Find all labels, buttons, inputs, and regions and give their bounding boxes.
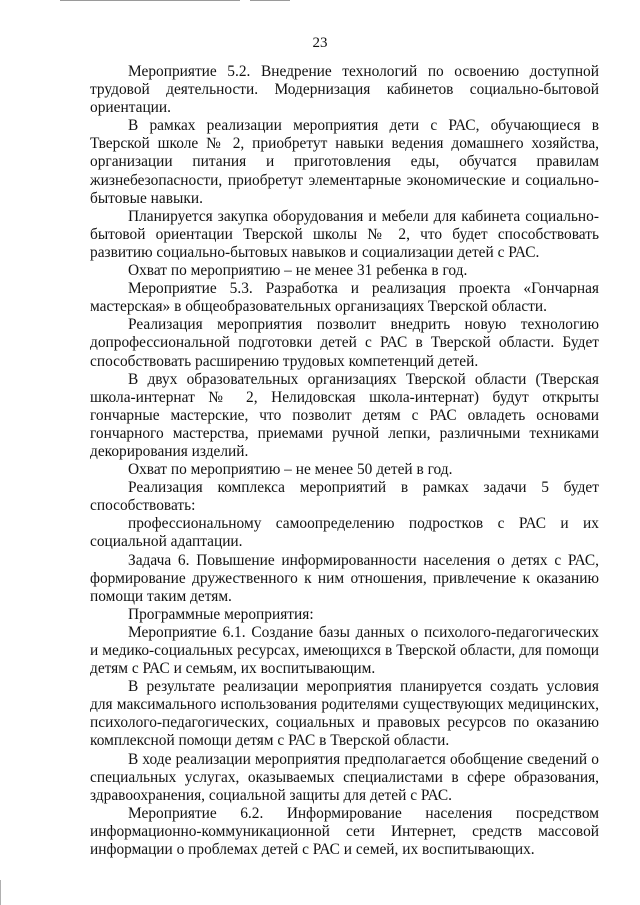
paragraph-measure-5-2: Мероприятие 5.2. Внедрение технологий по освоению доступной трудовой деятельности. Модернизация кабинетов социально-бытовой ориентации.	[90, 63, 599, 117]
paragraph-measure-5-3-effect: Реализация мероприятия позволит внедрить новую технологию допрофессиональной подготовки детей с РАС в Тверской области. Будет способствовать расширению трудовых компетенций детей.	[90, 316, 599, 370]
scan-edge-top-line	[60, 0, 240, 1]
paragraph-equipment-purchase: Планируется закупка оборудования и мебели для кабинета социально-бытовой ориентации Тверской школы № 2, что будет способствовать развитию социально-бытовых навыков и социализации детей с РАС.	[90, 207, 599, 261]
scan-edge-top-line-short	[250, 0, 290, 1]
document-body	[90, 63, 599, 859]
paragraph-pottery-workshops: В двух образовательных организациях Тверской области (Тверская школа-интернат № 2, Нелидовская школа-интернат) будут открыты гончарные мастерские, что позволит детям с РАС овладеть основами гончарного мастерства, приемами ручной лепки, различными техниками декорирования изделий.	[90, 370, 599, 460]
paragraph-program-measures: Программные мероприятия:	[128, 605, 314, 623]
paragraph-task-5-results: Реализация комплекса мероприятий в рамках задачи 5 будет способствовать:	[90, 479, 599, 515]
paragraph-measure-5-2-details: В рамках реализации мероприятия дети с РАС, обучающиеся в Тверской школе № 2, приобретут навыки ведения домашнего хозяйства, организации питания и приготовления еды, обучатся правилам жизнебезопасности, приобретут элементарные экономические и социально-бытовые навыки.	[90, 117, 599, 207]
page-number: 23	[312, 35, 328, 51]
paragraph-measure-5-3: Мероприятие 5.3. Разработка и реализация проекта «Гончарная мастерская» в общеобразовательных организациях Тверской области.	[90, 280, 599, 316]
paragraph-coverage-5-2: Охват по мероприятию – не менее 31 ребенка в год.	[128, 262, 468, 280]
paragraph-task-6: Задача 6. Повышение информированности населения о детях с РАС, формирование дружественного к ним отношения, привлечение к оказанию помощи таким детям.	[90, 551, 599, 605]
paragraph-measure-6-2: Мероприятие 6.2. Информирование населения посредством информационно-коммуникационной сети Интернет, средств массовой информации о проблемах детей с РАС и семей, их воспитывающих.	[90, 804, 599, 859]
scan-edge-left-line	[0, 880, 1, 905]
paragraph-measure-6-1-summary: В ходе реализации мероприятия предполагается обобщение сведений о специальных услугах, оказываемых специалистами в сфере образования, здравоохранения, социальной защиты для детей с РАС.	[90, 750, 599, 804]
paragraph-measure-6-1-result: В результате реализации мероприятия планируется создать условия для максимального использования родителями существующих медицинских, психолого-педагогических, социальных и правовых ресурсов по оказанию комплексной помощи детям с РАС в Тверской области.	[90, 678, 599, 750]
paragraph-measure-6-1: Мероприятие 6.1. Создание базы данных о психолого-педагогических и медико-социальных ресурсах, имеющихся в Тверской области, для помощи детям с РАС и семьям, их воспитывающим.	[90, 623, 599, 678]
paragraph-coverage-5-3: Охват по мероприятию – не менее 50 детей в год.	[128, 461, 453, 479]
paragraph-task-5-result-item: профессиональному самоопределению подростков с РАС и их социальной адаптации.	[90, 515, 599, 551]
